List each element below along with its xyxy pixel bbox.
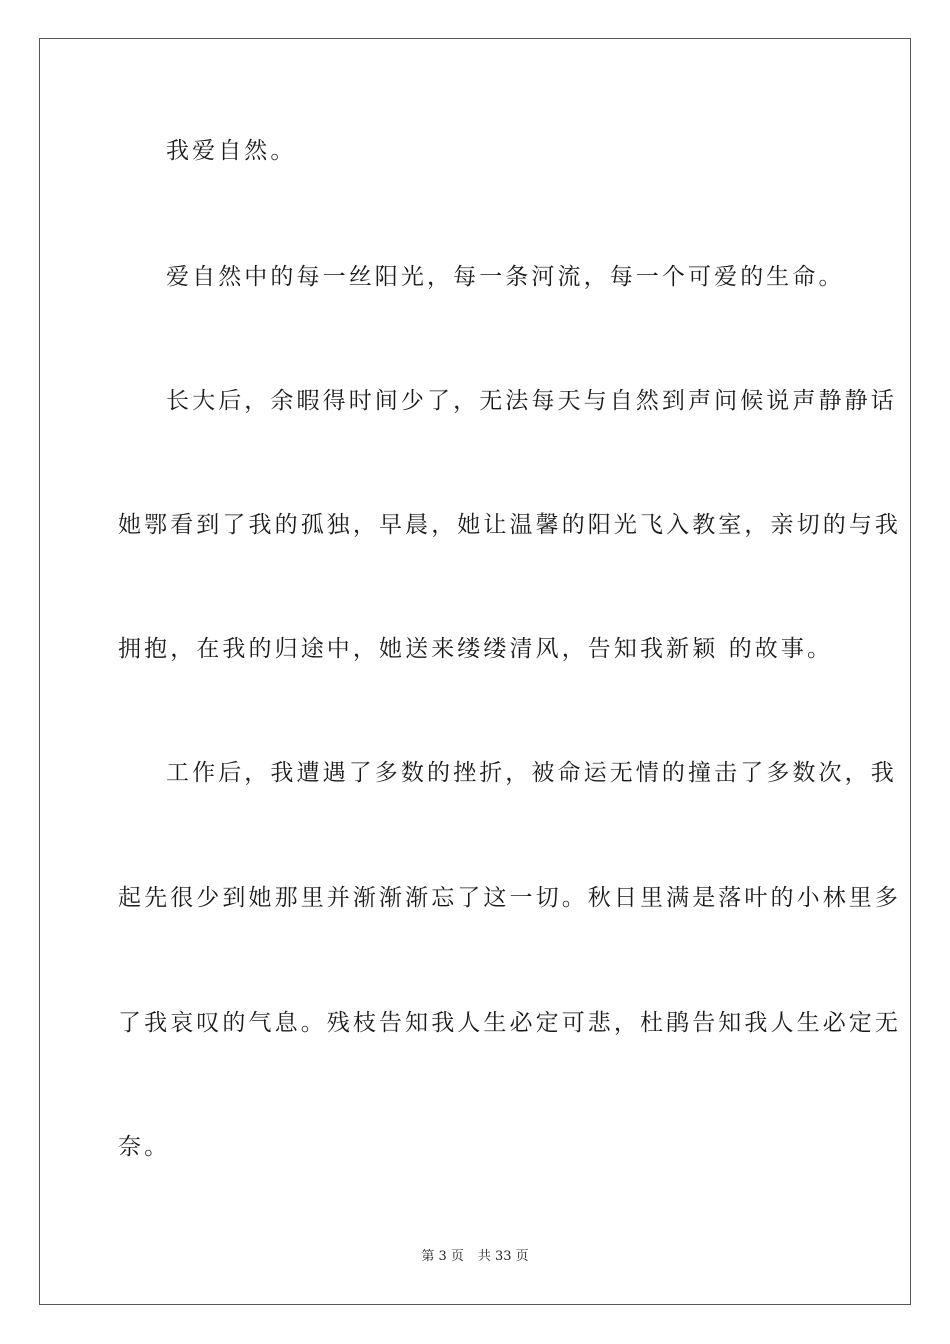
paragraph-line-1: 我爱自然。 xyxy=(166,138,297,164)
total-pages: 共 33 页 xyxy=(477,1249,529,1264)
paragraph-line-9: 奈。 xyxy=(118,1134,171,1160)
page-number: 第 3 页 xyxy=(421,1249,464,1264)
paragraph-line-5: 拥抱，在我的归途中，她送来缕缕清风，告知我新颖 的故事。 xyxy=(118,636,834,662)
paragraph-line-7: 起先很少到她那里并渐渐渐忘了这一切。秋日里满是落叶的小林里多 xyxy=(118,885,901,911)
page-footer xyxy=(0,1248,950,1266)
paragraph-line-8: 了我哀叹的气息。残枝告知我人生必定可悲，杜鹃告知我人生必定无 xyxy=(118,1010,901,1036)
paragraph-line-3: 长大后，余暇得时间少了，无法每天与自然到声问候说声静静话 xyxy=(166,388,897,414)
paragraph-line-6: 工作后，我遭遇了多数的挫折，被命运无情的撞击了多数次，我 xyxy=(166,760,897,786)
paragraph-line-4: 她鄂看到了我的孤独，早晨，她让温馨的阳光飞入教室，亲切的与我 xyxy=(118,512,901,538)
paragraph-line-2: 爱自然中的每一丝阳光，每一条河流，每一个可爱的生命。 xyxy=(166,264,845,290)
page-border xyxy=(39,38,911,1305)
